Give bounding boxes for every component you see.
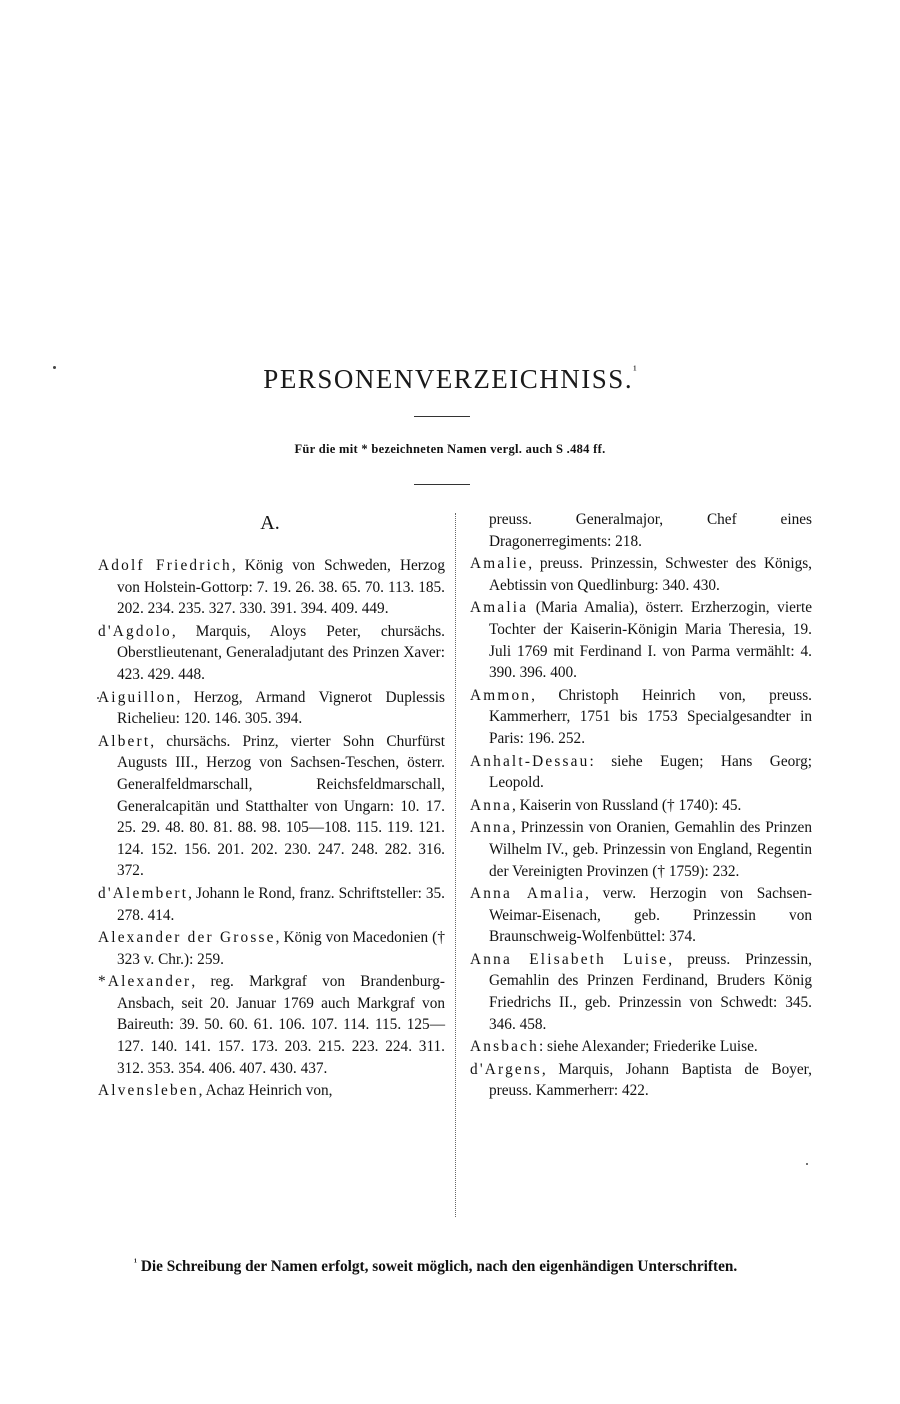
footnote-mark: ¹ (134, 1257, 137, 1268)
entry-text: , verw. Herzogin von Sachsen-Weimar-Eisenach, geb. Prinzessin von Braunschweig-Wolfenbüttel: 374. (489, 885, 812, 946)
entry-name: Aiguillon (98, 688, 177, 706)
index-entry (470, 751, 812, 794)
entry-text: , preuss. Prinzessin, Schwester des Königs, Aebtissin von Quedlinburg: 340. 430. (489, 555, 812, 594)
column-separator (455, 513, 456, 1217)
page-speck (806, 1163, 808, 1165)
entry-text: , König von Schweden, Herzog von Holstein-Gottorp: 7. 19. 26. 38. 65. 70. 113. 185. 202. 234. 235. 327. 330. 391. 394. 409. 449. (117, 557, 445, 618)
entry-text: , Johann le Rond, franz. Schriftsteller: 35. 278. 414. (117, 884, 445, 924)
footnote-reference: ¹ (633, 363, 637, 377)
entry-name: d'Argens (470, 1060, 542, 1078)
entry-text: : siehe Alexander; Friederike Luise. (538, 1038, 758, 1056)
index-entry (470, 553, 812, 596)
index-entry (470, 1059, 812, 1102)
index-entry (470, 817, 812, 882)
entry-name: d'Agdolo (98, 622, 172, 640)
index-entry (98, 555, 445, 620)
index-entry (98, 971, 445, 1079)
index-entry (98, 621, 445, 686)
entry-name: Anna (470, 796, 512, 814)
page-title-text: PERSONENVERZEICHNISS. (263, 364, 634, 394)
index-entry (98, 883, 445, 926)
entry-name: Ammon (470, 686, 532, 704)
asterisk-note: Für die mit * bezeichneten Namen vergl. auch S .484 ff. (294, 442, 606, 456)
index-entry (470, 1036, 812, 1058)
index-entry (470, 883, 812, 948)
index-entry (470, 597, 812, 683)
entry-name: Anna Elisabeth Luise (470, 950, 669, 968)
entry-name: Anna (470, 819, 512, 837)
title-rule (414, 416, 470, 417)
footnote (98, 1252, 812, 1278)
index-entry (98, 1080, 445, 1102)
entry-name: Adolf Friedrich (98, 557, 232, 574)
entry-name: Anna Amalia (470, 885, 586, 903)
index-entry (98, 687, 445, 730)
entry-name: Amalie (470, 555, 529, 573)
entry-text: , Kaiserin von Russland († 1740): 45. (511, 796, 742, 814)
entry-continuation: preuss. Generalmajor, Chef eines Dragonerregiments: 218. (489, 511, 812, 550)
entry-name: d'Alembert (98, 884, 189, 902)
footnote-text: Die Schreibung der Namen erfolgt, soweit möglich, nach den eigenhändigen Unterschriften. (137, 1258, 738, 1276)
entry-text: , König von Macedonien († 323 v. Chr.): 259. (117, 929, 446, 968)
index-entry (98, 731, 445, 882)
entry-text: : siehe Eugen; Hans Georg; Leopold. (489, 752, 812, 792)
index-column-left (98, 555, 445, 1103)
section-letter: A. (260, 512, 280, 534)
index-entry (470, 795, 812, 817)
entry-name: Amalia (470, 599, 529, 617)
entry-name: Alexander der Grosse (98, 929, 276, 947)
entry-name: Anhalt-Dessau (470, 752, 590, 770)
entry-text: , preuss. Prinzessin, Gemahlin des Prinzen Ferdinand, Bruders König Friedrichs II., geb. Prinzessin von Schwedt: 345. 346. 458. (489, 950, 812, 1033)
entry-text: , Prinzessin von Oranien, Gemahlin des Prinzen Wilhelm IV., geb. Prinzessin von England, Regentin der Vereinigten Provinzen († 1759): 232. (489, 819, 812, 880)
index-column-right (470, 509, 812, 1103)
index-entry (470, 685, 812, 750)
entry-text: , chursächs. Prinz, vierter Sohn Churfürst Augusts III., Herzog von Sachsen-Teschen, österr. Generalfeldmarschall, Reichsfeldmarschall, Generalcapitän und Statthalter von Ungarn: 10. 17. 25. 29. 48. 80. 81. 88. 98. 105—108. 115. 119. 121. 124. 152. 156. 201. 202. 230. 247. 248. 282. 316. 372. (117, 732, 445, 880)
entry-name: *Alexander (98, 973, 192, 991)
index-entry (98, 927, 445, 970)
entry-name: Ansbach (470, 1038, 539, 1056)
entry-text: , Christoph Heinrich von, preuss. Kammerherr, 1751 bis 1753 Specialgesandter in Paris: 196. 252. (489, 686, 812, 747)
entry-text: , Herzog, Armand Vignerot Duplessis Richelieu: 120. 146. 305. 394. (117, 688, 445, 728)
entry-text: , Marquis, Johann Baptista de Boyer, preuss. Kammerherr: 422. (489, 1060, 812, 1100)
note-rule (414, 484, 470, 485)
entry-text: , Achaz Heinrich von, (198, 1082, 333, 1100)
entry-name: Albert (98, 732, 151, 750)
index-entry (470, 949, 812, 1035)
entry-text: , Marquis, Aloys Peter, chursächs. Oberstlieutenant, Generaladjutant des Prinzen Xaver: 423. 429. 448. (117, 622, 445, 683)
page-title (0, 364, 900, 395)
entry-text: , reg. Markgraf von Brandenburg-Ansbach, seit 20. Januar 1769 auch Markgraf von Baireuth: 39. 50. 60. 61. 106. 107. 114. 115. 125—127. 140. 141. 157. 173. 203. 215. 223. 224. 311. 312. 353. 354. 406. 407. 430. 437. (117, 973, 445, 1077)
entry-name: Alvensleben (98, 1082, 199, 1100)
entry-text: (Maria Amalia), österr. Erzherzogin, vierte Tochter der Kaiserin-Königin Maria Theresia, 19. Juli 1769 mit Ferdinand I. von Parma vermählt: 4. 390. 396. 400. (489, 599, 812, 682)
